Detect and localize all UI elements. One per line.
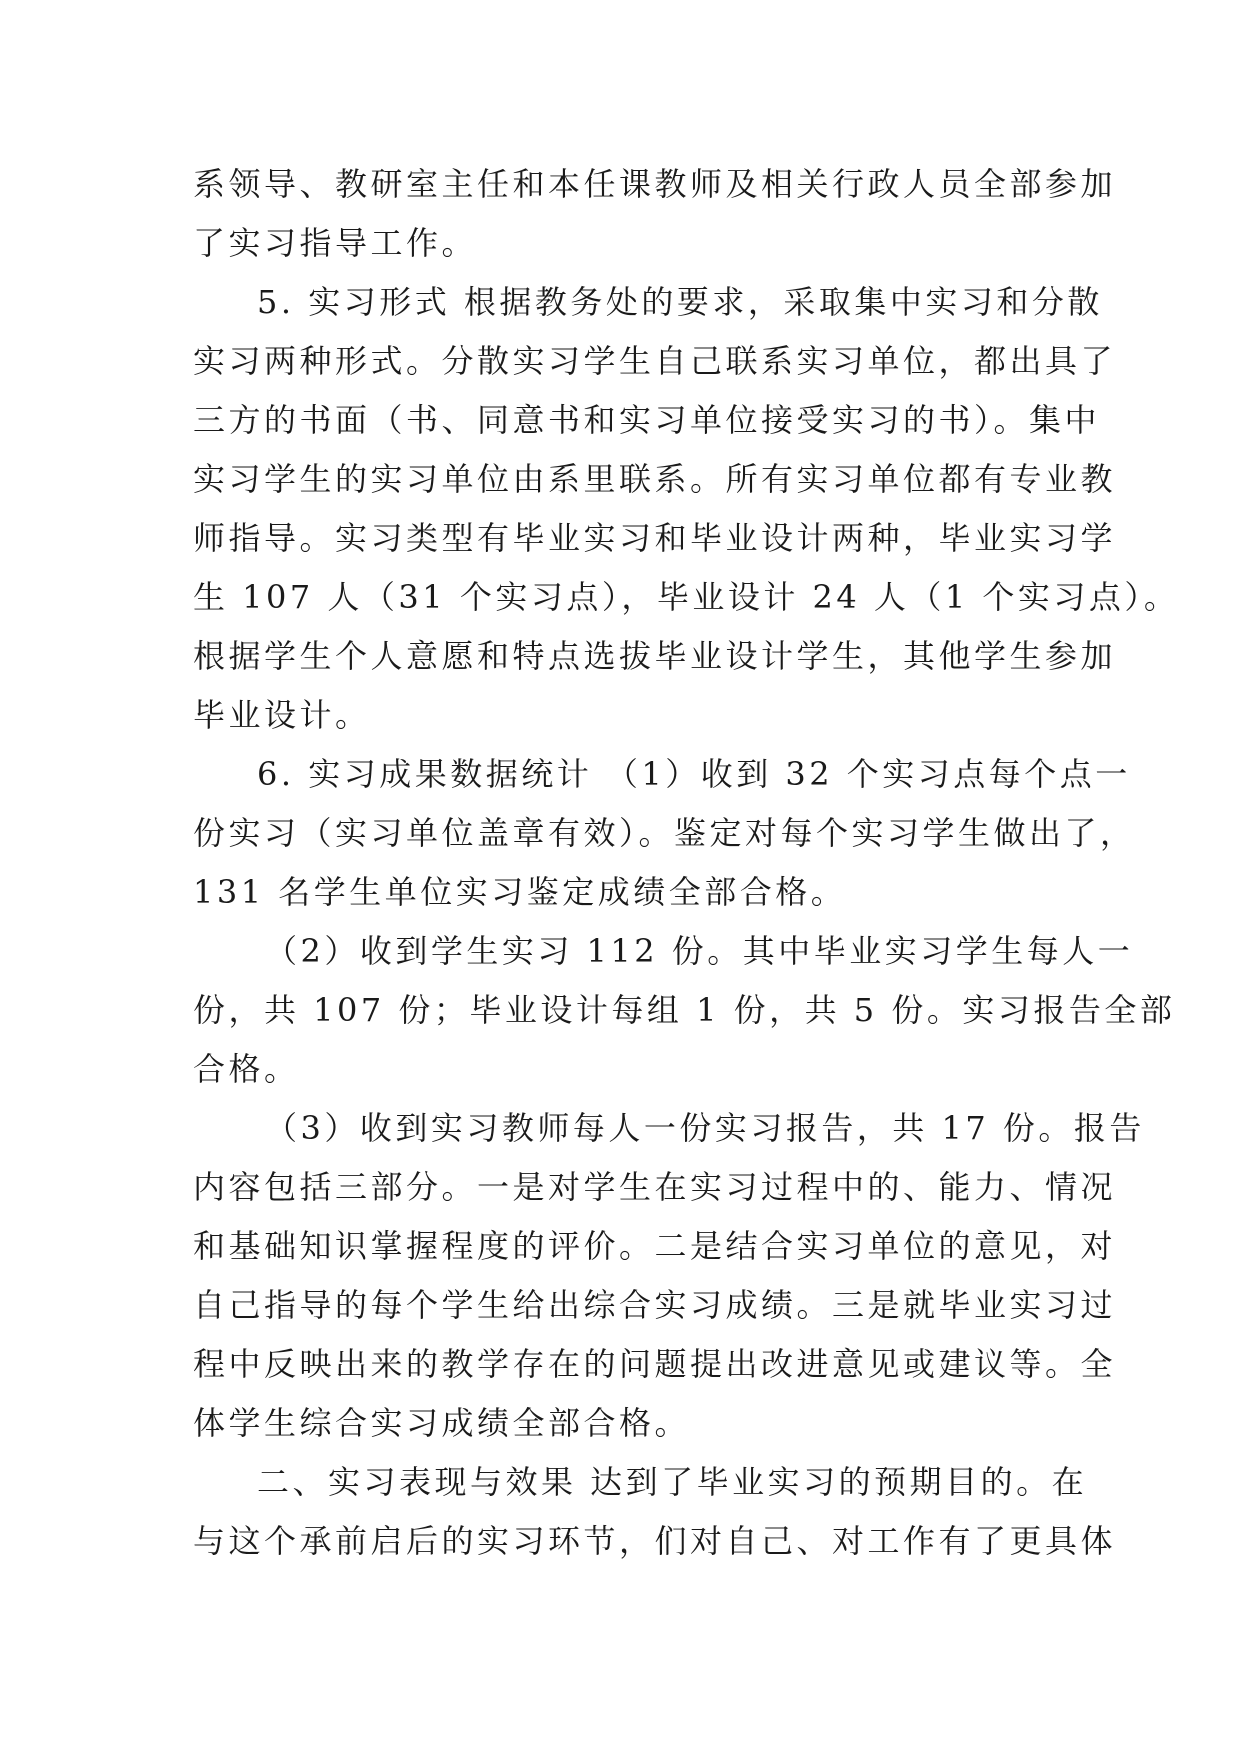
text-line: 5. 实习形式 根据教务处的要求，采取集中实习和分散 — [257, 283, 1103, 321]
text-line: 内容包括三部分。一是对学生在实习过程中的、能力、情况 — [193, 1168, 1117, 1206]
text-line: 131 名学生单位实习鉴定成绩全部合格。 — [193, 873, 847, 911]
text-line: 与这个承前启后的实习环节，们对自己、对工作有了更具体 — [193, 1522, 1117, 1560]
text-line: （3）收到实习教师每人一份实习报告，共 17 份。报告 — [265, 1109, 1145, 1147]
text-line: 自己指导的每个学生给出综合实习成绩。三是就毕业实习过 — [193, 1286, 1117, 1324]
text-line: 份，共 107 份；毕业设计每组 1 份，共 5 份。实习报告全部 — [193, 991, 1176, 1029]
text-line: 师指导。实习类型有毕业实习和毕业设计两种，毕业实习学 — [193, 519, 1117, 557]
text-line: （2）收到学生实习 112 份。其中毕业实习学生每人一 — [265, 932, 1134, 970]
text-line: 根据学生个人意愿和特点选拔毕业设计学生，其他学生参加 — [193, 637, 1117, 675]
text-line: 实习学生的实习单位由系里联系。所有实习单位都有专业教 — [193, 460, 1117, 498]
text-line: 三方的书面（书、同意书和实习单位接受实习的书）。集中 — [193, 401, 1101, 439]
text-line: 和基础知识掌握程度的评价。二是结合实习单位的意见，对 — [193, 1227, 1117, 1265]
text-line: 6. 实习成果数据统计 （1）收到 32 个实习点每个点一 — [257, 755, 1131, 793]
text-line: 实习两种形式。分散实习学生自己联系实习单位，都出具了 — [193, 342, 1117, 380]
text-line: 份实习（实习单位盖章有效）。鉴定对每个实习学生做出了， — [193, 814, 1136, 852]
text-line: 了实习指导工作。 — [193, 224, 478, 262]
text-line: 系领导、教研室主任和本任课教师及相关行政人员全部参加 — [193, 165, 1117, 203]
text-line: 二、实习表现与效果 达到了毕业实习的预期目的。在 — [257, 1463, 1088, 1501]
text-line: 程中反映出来的教学存在的问题提出改进意见或建议等。全 — [193, 1345, 1117, 1383]
text-line: 生 107 人（31 个实习点），毕业设计 24 人（1 个实习点）。 — [193, 578, 1180, 616]
text-line: 毕业设计。 — [193, 696, 371, 734]
body-text — [193, 155, 1180, 1571]
text-line: 体学生综合实习成绩全部合格。 — [193, 1404, 691, 1442]
text-line: 合格。 — [193, 1050, 300, 1088]
